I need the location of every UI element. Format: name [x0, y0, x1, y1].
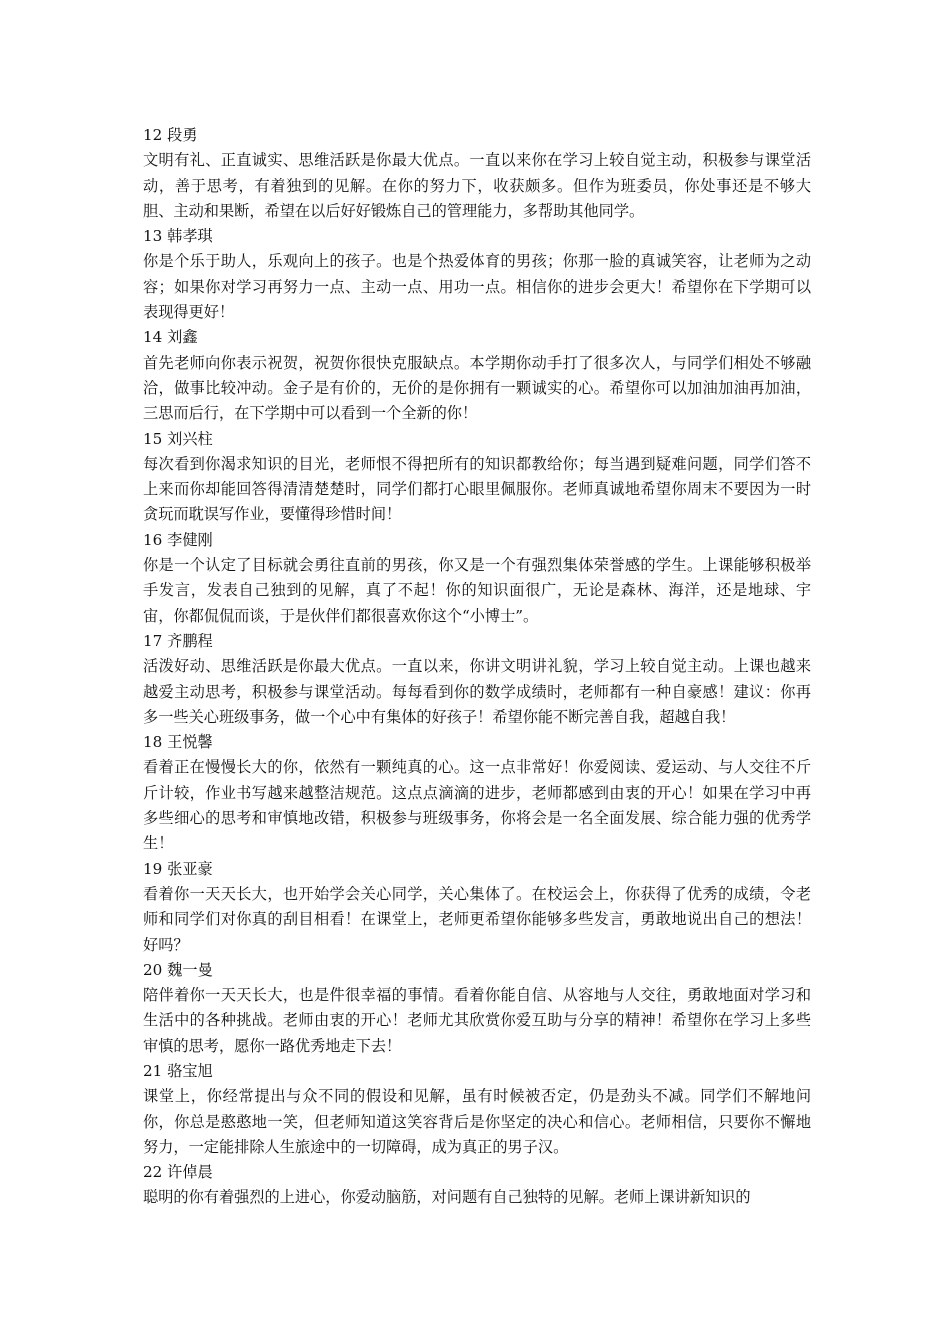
student-comment: 看着你一天天长大，也开始学会关心同学，关心集体了。在校运会上，你获得了优秀的成绩，令老师和同学们对你真的刮目相看！在课堂上，老师更希望你能够多些发言，勇敢地说出自己的想法！好吗？ [143, 884, 811, 954]
student-heading [143, 224, 811, 249]
student-entry [143, 730, 811, 856]
student-entry [143, 325, 811, 426]
student-heading [143, 1160, 811, 1185]
student-heading [143, 325, 811, 350]
teacher-comments-list [143, 123, 811, 1211]
student-heading [143, 123, 811, 148]
student-heading [143, 730, 811, 755]
student-heading [143, 629, 811, 654]
student-heading [143, 857, 811, 882]
student-name: 齐鹏程 [167, 631, 213, 650]
student-entry [143, 958, 811, 1059]
student-number: 17 [143, 631, 163, 650]
student-name: 张亚豪 [167, 859, 213, 878]
student-comment: 首先老师向你表示祝贺，祝贺你很快克服缺点。本学期你动手打了很多次人，与同学们相处不够融洽，做事比较冲动。金子是有价的，无价的是你拥有一颗诚实的心。希望你可以加油加油再加油，三思而后行，在下学期中可以看到一个全新的你！ [143, 353, 811, 423]
student-name: 韩孝琪 [167, 227, 213, 246]
student-number: 12 [143, 126, 163, 144]
student-comment: 看着正在慢慢长大的你，依然有一颗纯真的心。这一点非常好！你爱阅读、爱运动、与人交往不斤斤计较，作业书写越来越整洁规范。这点点滴滴的进步，老师都感到由衷的开心！如果在学习中再多些细心的思考和审慎地改错，积极参与班级事务，你将会是一名全面发展、综合能力强的优秀学生！ [143, 758, 811, 853]
student-number: 19 [143, 859, 163, 878]
student-comment: 你是一个认定了目标就会勇往直前的男孩，你又是一个有强烈集体荣誉感的学生。上课能够积极举手发言，发表自己独到的见解，真了不起！你的知识面很广，无论是森林、海洋，还是地球、宇宙，你都侃侃而谈，于是伙伴们都很喜欢你这个“小博士”。 [143, 556, 811, 625]
student-number: 14 [143, 328, 163, 347]
student-heading [143, 1059, 811, 1084]
student-name: 李健刚 [167, 530, 213, 549]
student-comment: 聪明的你有着强烈的上进心，你爱动脑筋，对问题有自己独特的见解。老师上课讲新知识的 [143, 1188, 751, 1207]
student-number: 18 [143, 733, 163, 752]
student-entry [143, 224, 811, 325]
student-number: 15 [143, 429, 163, 448]
student-comment: 活泼好动、思维活跃是你最大优点。一直以来，你讲文明讲礼貌，学习上较自觉主动。上课也越来越爱主动思考，积极参与课堂活动。每每看到你的数学成绩时，老师都有一种自豪感！建议：你再多一些关心班级事务，做一个心中有集体的好孩子！希望你能不断完善自我，超越自我！ [143, 657, 811, 726]
student-number: 13 [143, 227, 163, 246]
student-heading [143, 528, 811, 553]
student-number: 16 [143, 530, 163, 549]
student-comment: 你是个乐于助人，乐观向上的孩子。也是个热爱体育的男孩；你那一脸的真诚笑容，让老师为之动容；如果你对学习再努力一点、主动一点、用功一点。相信你的进步会更大！希望你在下学期可以表现得更好！ [143, 252, 811, 322]
student-number: 20 [143, 960, 163, 979]
student-name: 王悦馨 [167, 733, 213, 752]
student-comment: 每次看到你渴求知识的目光，老师恨不得把所有的知识都教给你；每当遇到疑难问题，同学们答不上来而你却能回答得清清楚楚时，同学们都打心眼里佩服你。老师真诚地希望你周末不要因为一时贪玩而耽误写作业，要懂得珍惜时间！ [143, 454, 811, 524]
student-name: 刘兴柱 [167, 429, 213, 448]
student-entry [143, 123, 811, 224]
student-number: 21 [143, 1061, 163, 1080]
student-heading [143, 427, 811, 452]
student-entry [143, 857, 811, 958]
student-name: 段勇 [167, 126, 198, 144]
student-name: 许倬晨 [167, 1163, 213, 1182]
student-comment: 课堂上，你经常提出与众不同的假设和见解，虽有时候被否定，仍是劲头不减。同学们不解地问你，你总是憨憨地一笑，但老师知道这笑容背后是你坚定的决心和信心。老师相信，只要你不懈地努力，一定能排除人生旅途中的一切障碍，成为真正的男子汉。 [143, 1087, 811, 1156]
student-number: 22 [143, 1163, 163, 1182]
student-entry [143, 629, 811, 730]
student-entry [143, 427, 811, 528]
student-entry [143, 1160, 811, 1211]
student-comment: 陪伴着你一天天长大，也是件很幸福的事情。看着你能自信、从容地与人交往，勇敢地面对学习和生活中的各种挑战。老师由衷的开心！老师尤其欣赏你爱互助与分享的精神！希望你在学习上多些审慎的思考，愿你一路优秀地走下去！ [143, 986, 811, 1055]
student-comment: 文明有礼、正直诚实、思维活跃是你最大优点。一直以来你在学习上较自觉主动，积极参与课堂活动，善于思考，有着独到的见解。在你的努力下，收获颇多。但作为班委员，你处事还是不够大胆、主动和果断，希望在以后好好锻炼自己的管理能力，多帮助其他同学。 [143, 151, 811, 220]
student-entry [143, 528, 811, 629]
student-name: 刘鑫 [167, 328, 198, 347]
student-entry [143, 1059, 811, 1160]
student-name: 骆宝旭 [167, 1061, 213, 1080]
student-heading [143, 958, 811, 983]
student-name: 魏一曼 [167, 960, 213, 979]
